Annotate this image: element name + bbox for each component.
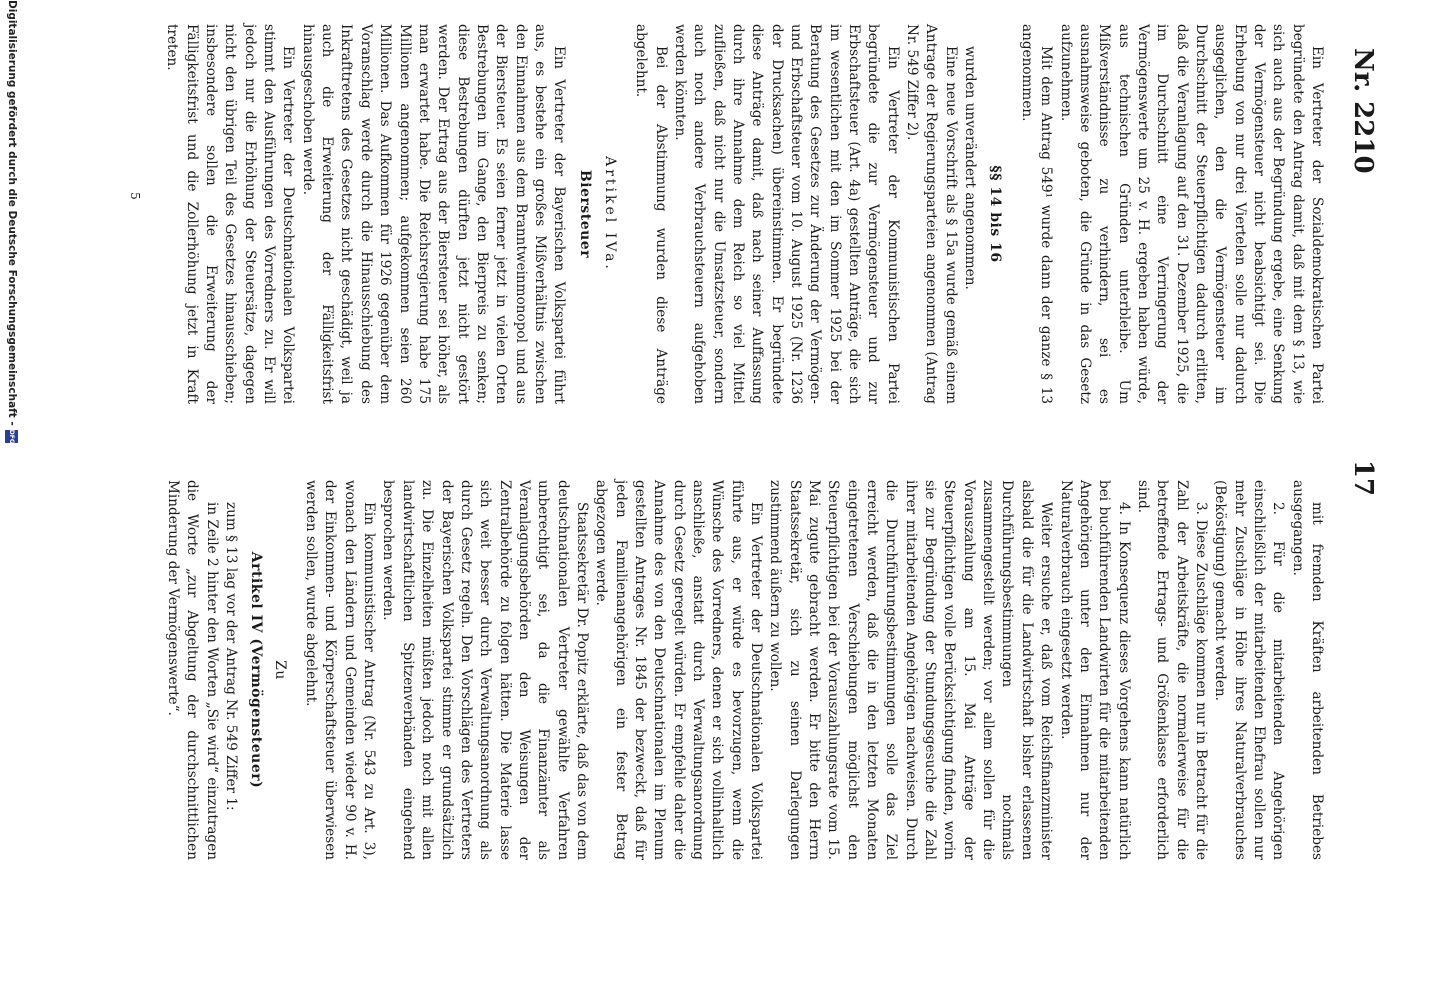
heading-prefix: Zu	[271, 660, 288, 680]
page-number: 17	[1348, 459, 1378, 497]
paragraph: mit fremden Kräften arbeitenden Betriebes ausgegangen.	[1289, 480, 1325, 860]
paragraph: Ein Vertreter der Kommunistischen Partei begründete die zur Vermögensteuer und zur Erbschaftsteuer (Art. 4a) gestellten Anträge, die sich im wesentlichen mit den im Sommer 1925 bei der Beratung des Gesetzes zur Änderung der Vermögen- und Erbschaftsteuer vom 10. August 1925 (Nr. 1236 der Drucksachen) übereinstimmen. Er begründete diese Anträge damit, daß nach seiner Auffassung durch ihre Annahme dem Reich so viel Mittel zufließen, daß nicht nur die Umsatzsteuer, sondern auch noch andere Verbrauchsteuern aufgehoben werden könnten.	[672, 24, 901, 404]
article-heading: Artikel IVa.	[601, 156, 618, 272]
dfg-logo: DFG	[6, 430, 19, 443]
heading-title: Artikel IV (Vermögensteuer)	[248, 551, 265, 789]
signature-mark: 5	[128, 192, 142, 200]
paragraph: Ein Vertreter der Bayerischen Volkspartei führt aus, es bestehe ein großes Mißverhältnis zwischen den Einnahmen aus dem Branntweinmonopol und aus der Biersteuer. Es seien ferner jetzt in vielen Orten Bestrebungen im Gange, den Bierpreis zu senken; diese Bestrebungen dürften jetzt nicht gestört werden. Der Ertrag aus der Biersteuer sei höher, als man erwartet habe. Die Reichsregierung habe 175 Millionen angenommen; aufgekommen seien 260 Millionen. Das Aufkommen für 1926 gegenüber dem Voranschlag werde durch die Hinausschiebung des Inkrafttretens des Gesetzes nicht geschädigt, weil ja auch die Erweiterung der Fälligkeitsfrist hinausgeschoben werde.	[299, 24, 568, 404]
paragraph: zum § 13 lag vor der Antrag Nr. 549 Ziffer 1:	[223, 502, 240, 811]
paragraph: Bei der Abstimmung wurden diese Anträge abgelehnt.	[633, 24, 669, 404]
credit-text: Digitalisierung gefördert durch die Deutsche Forschungsgemeinschaft -	[6, 0, 18, 426]
paragraph: Ein Vertreter der Deutschnationalen Volkspartei führte aus, er würde es bevorzugen, wenn die Wünsche des Vorredners, denen er sich vollinhaltlich anschließe, anstatt durch Verwaltungsanordnung durch Gesetz geregelt würden. Er empfehle daher die Annahme des von den Deutschnationalen im Plenum gestellten Antrages Nr. 1845 der bezweckt, daß für jeden Familienangehörigen ein fester Betrag abgezogen werde.	[593, 480, 765, 860]
paragraph: Ein Vertreter der Sozialdemokratischen Partei begründete den Antrag damit, daß mit dem § 13, wie sich auch aus der Begründung ergebe, eine Senkung der Vermögensteuer nicht beabsichtigt sei. Die Erhebung von nur drei Viertelen solle nur dadurch ausgeglichen, den die Vermögensteuer im Durchschnitt der Steuerpflichtigen dadurch erlitten, daß die Veranlagung auf den 31. Dezember 1925, die im Durchschnitt eine Verringerung der Vermögenswerte um 25 v. H. ergeben haben würde, aus technischen Gründen unterbleibe. Um Mißverständnisse zu verhindern, sei es ausnahmsweise geboten, die Gründe in das Gesetz aufzunehmen.	[1057, 24, 1325, 404]
paragraph: Ein Vertreter der Deutschnationalen Volkspartei stimmt den Ausführungen des Vorredners zu. Er will jedoch nur die Erhöhung der Steuersätze, dagegen nicht den übrigen Teil des Gesetzes hinausschieben; insbesondere sollen die Erweiterung der Fälligkeitsfrist und die Zollerhöhung jetzt in Kraft treten.	[164, 24, 297, 404]
paragraph: in Zeile 2 hinter den Worten „Sie wird“ einzutragen die Worte „zur Abgeltung der durchschnittlichen Minderung der Vermögenswerte“.	[165, 480, 220, 860]
paragraph: Ein kommunistischer Antrag (Nr. 543 zu Art. 3), wonach den Ländern und Gemeinden wieder 90 v. H. der Einkommen- und Körperschaftsteuer überwiesen werden sollen, wurde abgelehnt.	[303, 480, 378, 860]
paragraph: Mit dem Antrag 549¹ wurde dann der ganze § 13 angenommen.	[1018, 24, 1055, 404]
left-text-column	[162, 24, 1326, 404]
article-subheading: Biersteuer	[576, 169, 593, 259]
paragraph: 2. Für die mitarbeitenden Angehörigen einschließlich der mitarbeitenden Ehefrau sollen nur mehr Zuschläge in Höhe ihres Naturalverbrauches (Beköstigung) gemacht werden.	[1212, 480, 1287, 860]
paragraph: 4. In Konsequenz dieses Vorgehens kann natürlich bei buchführenden Landwirten für die mitarbeitenden Angehörigen unter den Einnahmen nur der Naturalverbrauch eingesetzt werden.	[1057, 480, 1132, 860]
paragraph: Eine neue Vorschrift als § 15a wurde gemäß einem Antrage der Regierungsparteien angenommen (Antrag Nr. 549 Ziffer 2).	[904, 24, 959, 404]
document-number: Nr. 2210	[1348, 48, 1378, 174]
right-text-column	[163, 480, 1326, 860]
paragraph: wurden unverändert angenommen.	[962, 46, 979, 290]
paragraph: 3. Diese Zuschläge kommen nur in Betracht für die Zahl der Arbeitskräfte, die normalerweise für die betreffende Ertrags- und Größenklasse erforderlich sind.	[1134, 480, 1209, 860]
article-heading	[246, 480, 289, 860]
section-heading: §§ 14 bis 16	[987, 165, 1004, 263]
paragraph: Weiter ersuche er, daß vom Reichsfinanzminister alsbald die für die Landwirtschaft bisher erlassenen Durchführungsbestimmungen nochmals zusammengestellt werden; vor allem sollen für die Vorauszahlung am 15. Mai Anträge der Steuerpflichtigen volle Berücksichtigung finden, worin sie zur Begründung der Stundungsgesuche die Zahl ihrer mitarbeitenden Angehörigen nachweisen. Durch die Durchführungsbestimmungen solle das Ziel erreicht werden, daß die in den letzten Monaten eingetretenen Verschiebungen möglichst den Steuerpflichtigen bei der Vorauszahlungsrate vom 15. Mai zugute gebracht werden. Er bitte den Herrn Staatssekretär, sich zu seinen Darlegungen zustimmend äußern zu wollen.	[767, 480, 1055, 860]
paragraph: Staatssekretär Dr. Popitz erklärte, daß das von dem deutschnationalen Vertreter gewählte Verfahren unberechtigt sei, da die Finanzämter als Veranlagungsbehörden den Weisungen der Zentralbehörde zu folgen hätten. Die Materie lasse sich weit besser durch Verwaltungsanordnung als durch Gesetz regeln. Den Vorschlägen des Vertreters der Bayerischen Volkspartei stimme er grundsätzlich zu. Die Einzelheiten müßten jedoch noch mit allen landwirtschaftlichen Spitzenverbänden eingehend besprochen werden.	[380, 480, 590, 860]
digitization-credit	[0, 0, 24, 1000]
